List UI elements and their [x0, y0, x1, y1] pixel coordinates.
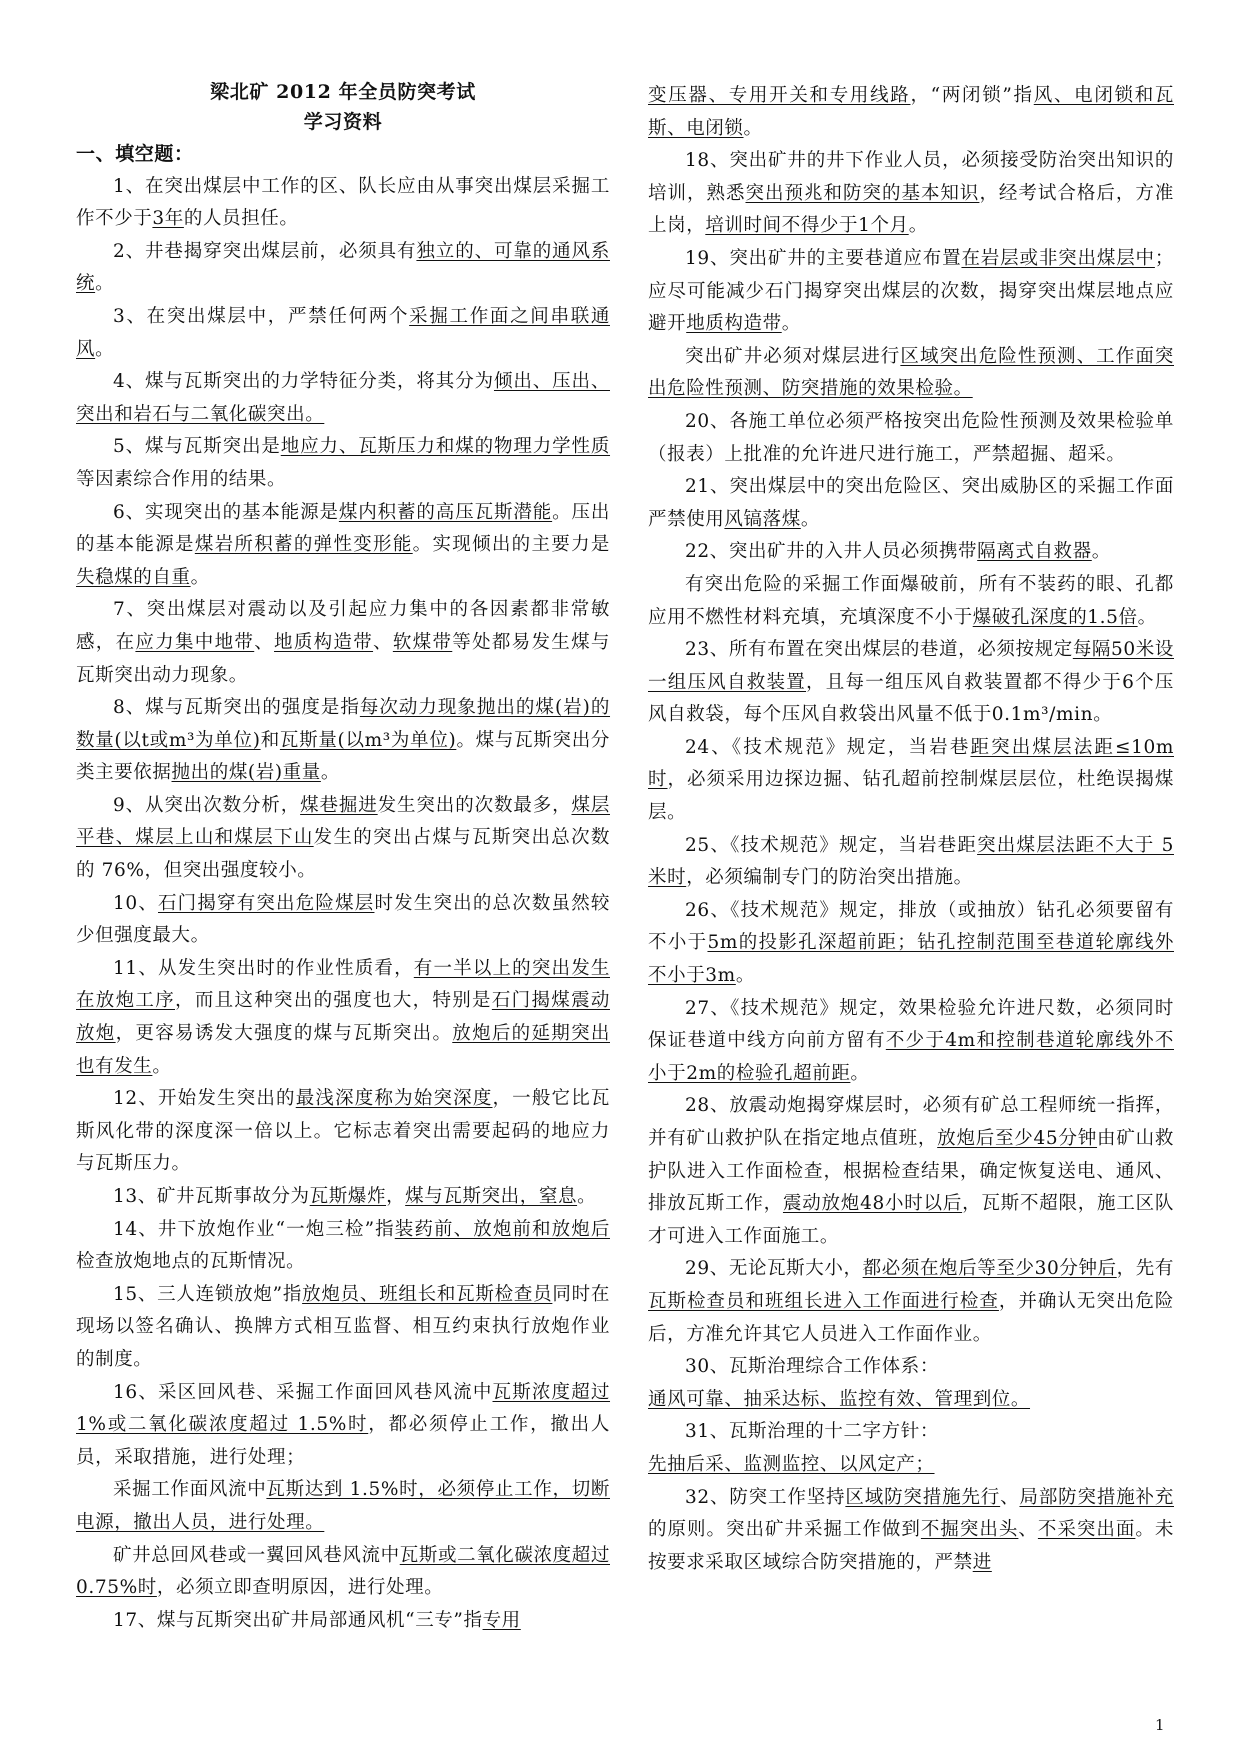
text-run: 。 [95, 273, 115, 295]
text-run: 2、井巷揭穿突出煤层前，必须具有 [113, 240, 417, 262]
text-run: 时发生突出的总次数虽然较少但强度最大。 [76, 892, 610, 947]
underlined-answer: 抛出的煤(岩)重量 [171, 762, 321, 784]
paragraph [76, 1083, 610, 1181]
paragraph [76, 1214, 610, 1279]
underlined-answer: 煤内积蓄的高压瓦斯潜能 [338, 501, 553, 523]
text-run: 26、《技术规范》规定，排放（或抽放）钻孔必须要留有不小于 [648, 899, 1174, 954]
paragraph [648, 569, 1174, 634]
paragraph [76, 953, 610, 1083]
text-run: 。 [850, 1062, 870, 1084]
underlined-answer: 震动放炮48小时以后 [782, 1193, 963, 1215]
text-run: 6、实现突出的基本能源是 [113, 501, 339, 523]
paragraph [648, 830, 1174, 895]
text-run: 27、《技术规范》规定，效果检验允许进尺数，必须同时保证巷道中线方向前方留有 [648, 997, 1174, 1052]
text-run: 和 [260, 729, 280, 751]
underlined-answer: 煤巷掘进 [300, 794, 378, 816]
page-number: 1 [1155, 1716, 1165, 1734]
underlined-answer: 瓦斯检查员和班组长进入工作面进行检查 [648, 1290, 999, 1312]
right-column [648, 80, 1174, 1579]
text-run: 。 [1137, 606, 1157, 628]
text-run: ，一般它比瓦斯风化带的深度深一倍以上。它标志着突出需要起码的地应力与瓦斯压力。 [76, 1088, 610, 1175]
text-run: 21、突出煤层中的突出危险区、突出威胁区的采掘工作面严禁使用 [648, 476, 1174, 530]
underlined-answer: 爆破孔深度的1.5倍 [972, 606, 1138, 628]
text-run: 突出矿井必须对煤层进行 [685, 345, 901, 367]
underlined-answer: 独立的、可靠的通风系统 [76, 240, 610, 295]
paragraph [76, 692, 610, 790]
text-run: 12、开始发生突出的 [113, 1088, 296, 1110]
underlined-answer: 瓦斯爆炸 [309, 1186, 387, 1207]
paragraph [76, 431, 610, 496]
text-run: 3、在突出煤层中，严禁任何两个 [113, 305, 410, 327]
paragraph [648, 1384, 1174, 1417]
underlined-answer: 石门揭穿有突出危险煤层 [158, 892, 375, 914]
text-run: 1、在突出煤层中工作的区、队长应由从事突出煤层采掘工作不少于 [76, 175, 610, 230]
right-body [648, 80, 1174, 1579]
underlined-answer: 都必须在炮后等至少30分钟后 [862, 1258, 1117, 1280]
underlined-answer: 距突出煤层法距≤10m时 [648, 736, 1174, 791]
text-run: 28、放震动炮揭穿煤层时，必须有矿总工程师统一指挥，并有矿山救护队在指定地点值班， [648, 1095, 1174, 1149]
underlined-answer: 最浅深度称为始突深度 [295, 1088, 493, 1110]
underlined-answer: 不掘突出头 [920, 1519, 1019, 1541]
paragraph [648, 406, 1174, 471]
paragraph [648, 1090, 1174, 1253]
text-run: 、 [1000, 1486, 1020, 1508]
text-run: 18、突出矿井的井下作业人员，必须接受防治突出知识的培训，熟悉 [648, 150, 1174, 204]
underlined-answer: 煤与瓦斯突出，窒息 [405, 1186, 578, 1207]
text-run: ，都必须停止工作，撤出人员，采取措施，进行处理； [76, 1414, 610, 1468]
underlined-answer: 软煤带 [392, 631, 453, 653]
text-run: 。压出的基本能源是 [76, 501, 610, 556]
paragraph [648, 145, 1174, 243]
paragraph [648, 732, 1174, 830]
underlined-answer: 突出预兆和防突的基本知识 [745, 182, 980, 204]
underlined-answer: 瓦斯达到 1.5%时，必须停止工作，切断电源，撤出人员，进行处理。 [76, 1479, 610, 1533]
underlined-answer: 煤层平巷、煤层上山和煤层下山 [76, 794, 610, 849]
text-run: ，并确认无突出危险后，方准允许其它人员进入工作面作业。 [648, 1290, 1174, 1345]
text-run: 。煤与瓦斯突出分类主要依据 [76, 729, 611, 784]
paragraph [648, 1351, 1174, 1384]
text-run: 14、井下放炮作业“一炮三检”指 [113, 1218, 395, 1240]
text-run: 22、突出矿井的入井人员必须携带 [685, 541, 978, 563]
underlined-answer: 地质构造带 [686, 313, 782, 335]
text-run: 24、《技术规范》规定，当岩巷 [685, 736, 971, 758]
underlined-answer: 每次动力现象抛出的煤(岩)的数量(以t或m³为单位) [76, 697, 611, 751]
underlined-answer: 瓦斯或二氧化碳浓度超过 0.75%时 [76, 1544, 610, 1599]
section-heading: 一、填空题： [76, 143, 194, 165]
underlined-answer: 地质构造带 [274, 631, 374, 653]
text-run: ，必须采用边探边掘、钻孔超前控制煤层层位，杜绝误揭煤层。 [648, 769, 1174, 824]
text-run: 31、瓦斯治理的十二字方针： [685, 1421, 939, 1443]
text-run: 19、突出矿井的主要巷道应布置 [685, 247, 962, 269]
text-run: 9、从突出次数分析， [113, 794, 301, 816]
text-run: 。 [1091, 541, 1111, 563]
paragraph [648, 1253, 1174, 1351]
paragraph [76, 366, 610, 431]
underlined-answer: 放炮后至少45分钟 [937, 1128, 1098, 1149]
paragraph [76, 1377, 610, 1475]
text-run: 、 [254, 631, 275, 653]
underlined-answer: 煤岩所积蓄的弹性变形能 [194, 534, 413, 556]
text-run: ，经考试合格后，方准上岗， [648, 182, 1174, 237]
underlined-answer: 专用 [482, 1609, 521, 1631]
text-run: 。 [95, 338, 115, 360]
text-run: 15、三人连锁放炮”指 [113, 1283, 303, 1305]
text-run: 。 [743, 117, 763, 139]
text-run: ，更容易诱发大强度的煤与瓦斯突出。 [115, 1023, 453, 1045]
underlined-answer: 5m的投影孔深超前距；钻孔控制范围至巷道轮廓线外不小于3m [648, 932, 1174, 987]
text-run: 。未按要求采取区域综合防突措施的，严禁 [648, 1519, 1174, 1573]
text-run: 采掘工作面风流中 [113, 1479, 267, 1501]
underlined-answer: 区域突出危险性预测、工作面突出危险性预测、防突措施的效果检验。 [648, 345, 1174, 400]
paragraph [76, 1540, 610, 1605]
text-run: ， [386, 1186, 406, 1207]
underlined-answer: 倾出、压出、突出和岩石与二氧化碳突出。 [76, 371, 610, 425]
underlined-answer: 不少于4m和控制巷道轮廓线外不小于2m的检验孔超前距 [648, 1030, 1174, 1084]
text-run: 29、无论瓦斯大小， [685, 1258, 863, 1280]
paragraph [76, 301, 610, 366]
underlined-answer: 装药前、放炮前和放炮后 [394, 1218, 610, 1240]
text-run: 。 [577, 1186, 597, 1207]
text-run: 发生的突出占煤与瓦斯突出总次数的 76%，但突出强度较小。 [76, 827, 610, 882]
text-run: 。 [152, 1055, 172, 1077]
paragraph [76, 497, 610, 595]
paragraph [648, 634, 1174, 732]
paragraph [76, 1605, 610, 1638]
paragraph [648, 471, 1174, 536]
underlined-answer: 瓦斯浓度超过 1%或二氧化碳浓度超过 1.5%时 [76, 1381, 611, 1436]
underlined-answer: 应力集中地带 [135, 631, 255, 653]
underlined-answer: 3年 [152, 208, 184, 230]
underlined-answer: 失稳煤的自重 [76, 566, 191, 588]
text-run: ，先有 [1116, 1258, 1174, 1280]
text-run: ；应尽可能减少石门揭穿突出煤层的次数，揭穿突出煤层地点应避开 [648, 247, 1174, 335]
paragraph [76, 1279, 610, 1377]
underlined-answer: 变压器、专用开关和专用线路 [648, 85, 911, 106]
underlined-answer: 进 [972, 1551, 992, 1573]
paragraph [648, 993, 1174, 1091]
underlined-answer: 不采突出面 [1037, 1519, 1136, 1541]
text-run: 、 [1018, 1519, 1038, 1541]
text-run: 20、各施工单位必须严格按突出危险性预测及效果检验单（报表）上批准的允许进尺进行施工，严禁超掘、超采。 [648, 410, 1174, 465]
text-run: ，必须立即查明原因，进行处理。 [156, 1577, 444, 1599]
text-run: 由矿山救护队进入工作面检查，根据检查结果，确定恢复送电、通风、排放瓦斯工作， [648, 1128, 1174, 1215]
paragraph [648, 341, 1174, 406]
underlined-answer: 区域防突措施先行 [845, 1486, 1001, 1508]
left-body [76, 171, 610, 1638]
paragraph [76, 1181, 610, 1214]
text-run: 16、采区回风巷、采掘工作面回风巷风流中 [113, 1381, 493, 1403]
underlined-answer: 石门揭煤震动放炮 [76, 990, 610, 1045]
text-run: ，且每一组压风自救装置都不得少于6个压风自救袋，每个压风自救袋出风量不低于0.1m³/min。 [648, 671, 1174, 726]
underlined-answer: 风镐落煤 [724, 508, 801, 530]
underlined-answer: 在岩层或非突出煤层中 [961, 247, 1155, 269]
text-run: 8、煤与瓦斯突出的强度是指 [113, 697, 360, 719]
text-run: 17、煤与瓦斯突出矿井局部通风机“三专”指 [113, 1609, 483, 1631]
underlined-answer: 风、电闭锁和瓦斯、电闭锁 [648, 85, 1174, 139]
text-run: 11、从发生突出时的作业性质看， [113, 957, 414, 979]
underlined-answer: 培训时间不得少于1个月 [705, 215, 909, 237]
text-run: 的原则。突出矿井采掘工作做到 [648, 1519, 921, 1541]
paragraph [648, 1416, 1174, 1449]
text-run: ，瓦斯不超限，施工区队才可进入工作面施工。 [648, 1193, 1174, 1247]
paragraph [76, 1474, 610, 1539]
text-run: 发生突出的次数最多， [377, 794, 572, 816]
paragraph [648, 243, 1174, 341]
left-column [76, 78, 610, 1637]
text-run: ，而且这种突出的强度也大，特别是 [175, 990, 492, 1012]
text-run: 30、瓦斯治理综合工作体系： [685, 1356, 939, 1378]
text-run: 矿井总回风巷或一翼回风巷风流中 [113, 1544, 400, 1566]
underlined-answer: 先抽后采、监测监控、以风定产； [648, 1453, 935, 1475]
text-run: 等因素综合作用的结果。 [76, 468, 287, 490]
paragraph [76, 888, 610, 953]
text-run: 10、 [113, 892, 158, 914]
document-subtitle: 学习资料 [303, 111, 383, 133]
underlined-answer: 突出煤层法距不大于 5 米时 [648, 834, 1174, 889]
paragraph [648, 1449, 1174, 1482]
text-run: 7、突出煤层对震动以及引起应力集中的各因素都非常敏感，在 [76, 599, 610, 653]
text-run: 。 [190, 566, 210, 588]
underlined-answer: 通风可靠、抽采达标、监控有效、管理到位。 [648, 1388, 1031, 1410]
text-run: 、 [373, 631, 393, 653]
text-run: 。实现倾出的主要力是 [412, 534, 610, 556]
text-run: 4、煤与瓦斯突出的力学特征分类，将其分为 [113, 371, 494, 393]
underlined-answer: 采掘工作面之间串联通风 [76, 305, 610, 360]
underlined-answer: 地应力、瓦斯压力和煤的物理力学性质 [280, 436, 611, 458]
text-run: 。 [908, 215, 928, 237]
underlined-answer: 局部防突措施补充 [1019, 1486, 1174, 1508]
text-run: ，必须编制专门的防治突出措施。 [686, 867, 973, 889]
text-run: 检查放炮地点的瓦斯情况。 [76, 1251, 306, 1273]
paragraph [76, 236, 610, 301]
paragraph [648, 80, 1174, 145]
underlined-answer: 隔离式自救器 [977, 541, 1092, 563]
text-run: 有突出危险的采掘工作面爆破前，所有不装药的眼、孔都应用不燃性材料充填，充填深度不小于 [648, 573, 1174, 628]
underlined-answer: 瓦斯量(以m³为单位) [279, 729, 457, 751]
underlined-answer: 放炮员、班组长和瓦斯检查员 [302, 1283, 553, 1305]
paragraph [76, 171, 610, 236]
underlined-answer: 放炮后的延期突出也有发生 [76, 1023, 610, 1077]
document-title: 梁北矿 2012 年全员防突考试 [210, 81, 476, 103]
text-run: 32、防突工作坚持 [685, 1486, 846, 1508]
text-run: 。 [800, 508, 820, 530]
paragraph [76, 790, 610, 888]
underlined-answer: 每隔50米设一组压风自救装置 [648, 639, 1174, 693]
text-run: 13、矿井瓦斯事故分为 [113, 1186, 310, 1207]
underlined-answer: 有一半以上的突出发生在放炮工序 [76, 957, 610, 1012]
text-run: ，“两闭锁”指 [910, 85, 1034, 106]
text-run: 。 [781, 313, 801, 335]
text-run: 23、所有布置在突出煤层的巷道，必须按规定 [685, 639, 1073, 661]
text-run: 同时在现场以签名确认、换牌方式相互监督、相互约束执行放炮作业的制度。 [76, 1283, 610, 1370]
text-run: 。 [735, 965, 755, 987]
text-run: 。 [320, 762, 340, 784]
paragraph [648, 895, 1174, 993]
text-run: 25、《技术规范》规定，当岩巷距 [685, 834, 978, 856]
paragraph [648, 1482, 1174, 1580]
paragraph [76, 594, 610, 692]
text-run: 的人员担任。 [183, 208, 299, 230]
text-run: 5、煤与瓦斯突出是 [113, 436, 281, 458]
paragraph [648, 536, 1174, 569]
text-run: 等处都易发生煤与瓦斯突出动力现象。 [76, 631, 610, 686]
